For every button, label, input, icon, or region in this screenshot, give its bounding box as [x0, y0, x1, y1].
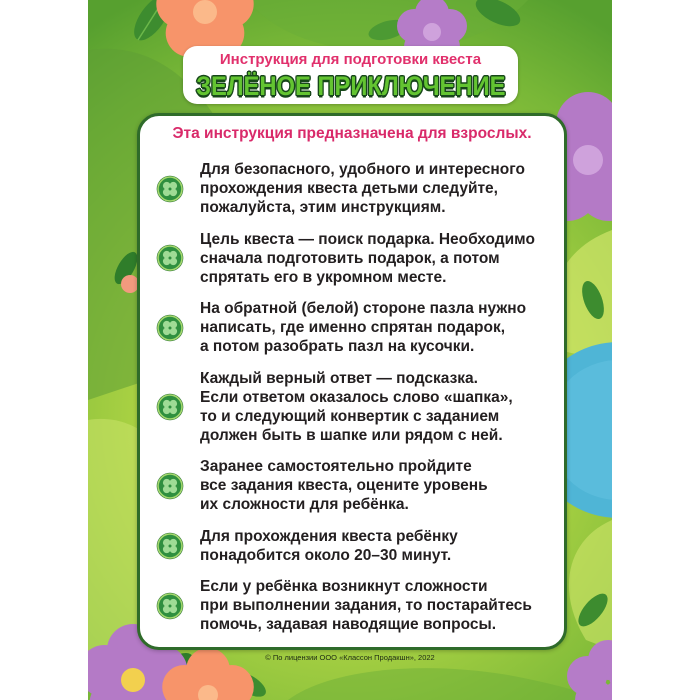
instruction-item: [156, 160, 535, 217]
instruction-line: Цель квеста — поиск подарка. Необходимо: [200, 230, 535, 248]
clover-icon: [156, 314, 184, 342]
instruction-line: пожалуйста, этим инструкциям.: [200, 199, 446, 216]
clover-icon: [156, 592, 184, 620]
instruction-line: Для безопасного, удобного и интересного: [200, 161, 525, 178]
clover-icon: [156, 393, 184, 421]
instruction-line: при выполнении задания, то постарайтесь: [200, 597, 532, 614]
instruction-text: [200, 369, 513, 445]
instruction-line: На обратной (белой) стороне пазла нужно: [200, 300, 527, 317]
instruction-line: Заранее самостоятельно пройдите: [200, 458, 472, 475]
instruction-line: а потом разобрать пазл на кусочки.: [200, 338, 475, 355]
instruction-text: [200, 299, 526, 356]
instruction-card: [137, 113, 567, 650]
instruction-text: [200, 457, 488, 514]
clover-icon: [156, 244, 184, 272]
instruction-line: Если ответом оказалось слово «шапка»,: [200, 388, 513, 406]
instruction-line: сначала подготовить подарок, а потом: [200, 249, 500, 267]
instruction-item: [156, 230, 535, 287]
banner-title-row: [183, 72, 518, 100]
instruction-line: все задания квеста, оцените уровень: [200, 477, 488, 494]
instruction-line: то и следующий конвертик с заданием: [200, 407, 500, 425]
instruction-line: спрятать его в укромном месте.: [200, 268, 447, 286]
instruction-item: [156, 577, 535, 634]
instruction-text: [200, 160, 525, 217]
clover-icon: [156, 175, 184, 203]
instruction-item: [156, 527, 535, 565]
instruction-line: Для прохождения квеста ребёнку: [200, 527, 458, 545]
instruction-line: понадобится около 20–30 минут.: [200, 546, 452, 564]
instruction-list: [156, 160, 535, 634]
instruction-text: [200, 577, 532, 634]
copyright-footer: © По лицензии ООО «Классон Продакшн», 2022: [265, 653, 435, 662]
instruction-line: написать, где именно спрятан подарок,: [200, 319, 506, 336]
instruction-line: помочь, задавая наводящие вопросы.: [200, 616, 497, 633]
instruction-text: [200, 527, 458, 565]
card-intro: Эта инструкция предназначена для взрослых.: [172, 125, 532, 142]
banner-subtitle: Инструкция для подготовки квеста: [219, 51, 482, 68]
instruction-line: прохождения квеста детьми следуйте,: [200, 180, 498, 197]
instruction-text: [200, 230, 535, 287]
banner-title: ЗЕЛЁНОЕ ПРИКЛЮЧЕНИЕ: [195, 71, 506, 101]
instruction-line: Если у ребёнка возникнут сложности: [200, 578, 488, 595]
instruction-line: их сложности для ребёнка.: [200, 496, 409, 513]
instruction-item: [156, 457, 535, 514]
clover-icon: [156, 532, 184, 560]
clover-icon: [156, 472, 184, 500]
instruction-item: [156, 299, 535, 356]
title-banner: [183, 46, 518, 104]
instruction-item: [156, 369, 535, 445]
instruction-line: должен быть в шапке или рядом с ней.: [200, 426, 503, 444]
instruction-line: Каждый верный ответ — подсказка.: [200, 369, 478, 387]
